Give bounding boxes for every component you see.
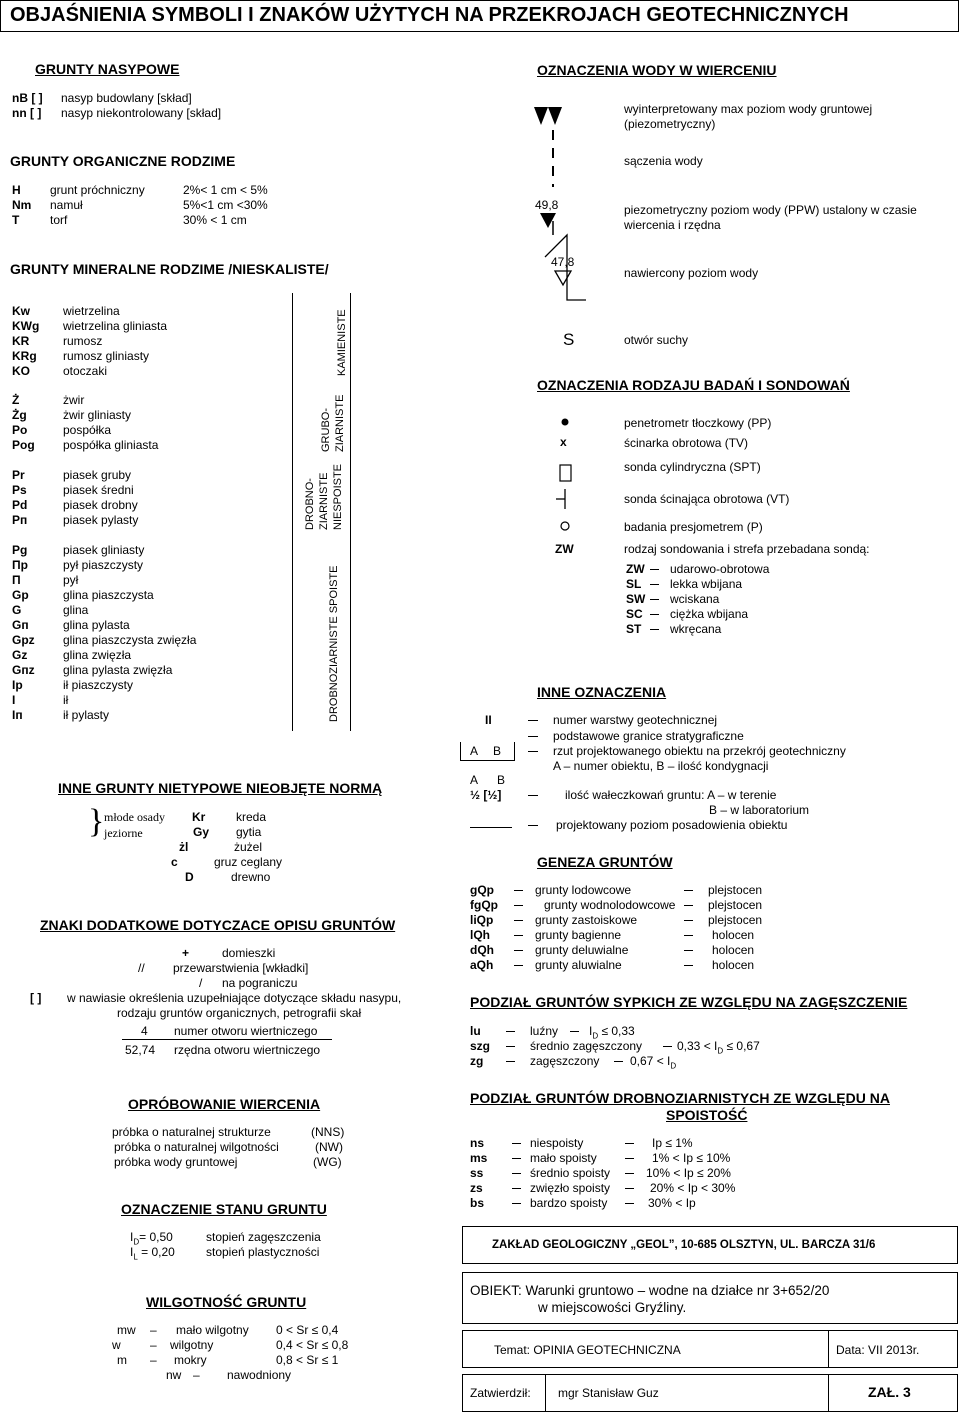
- mineral-desc: wietrzelina gliniasta: [63, 319, 168, 333]
- oprobowanie-desc: próbka o naturalnej wilgotności: [114, 1140, 279, 1154]
- sonda-dash: [650, 584, 659, 585]
- stan-il-value: $I_L = 0,20$: [130, 1245, 175, 1262]
- oprobowanie-code: (NNS): [311, 1125, 345, 1139]
- drobno-dash: [512, 1173, 521, 1174]
- stan-id-desc: stopień zagęszczenia: [206, 1230, 321, 1244]
- woda-desc-1b: (piezometryczny): [624, 117, 716, 131]
- ab-box-left: [460, 742, 461, 760]
- organic-range: 30% < 1 cm: [183, 213, 247, 227]
- inne-grunt-code: c: [171, 855, 178, 869]
- geneza-heading: GENEZA GRUNTÓW: [537, 854, 673, 870]
- badania-p: badania presjometrem (P): [624, 520, 763, 534]
- nasyp-code: nn [ ]: [12, 106, 42, 120]
- inne-grunt-code: Gy: [193, 825, 210, 839]
- geneza-dash-2: [684, 950, 693, 951]
- geneza-desc: grunty zastoiskowe: [535, 913, 638, 927]
- badania-zw-symbol: ZW: [555, 542, 574, 556]
- wilgotnosc-range: 0 < Sr ≤ 0,4: [276, 1323, 339, 1337]
- mineral-code: G: [12, 603, 22, 617]
- wilgotnosc-desc: mokry: [174, 1353, 207, 1367]
- woda-level-1: 49,8: [535, 198, 559, 212]
- sonda-desc: wciskana: [670, 592, 720, 606]
- inne-ozn-half-desc2: B – w laboratorium: [709, 803, 810, 817]
- inne-ozn-ab-b: B: [493, 744, 502, 758]
- inne-grunt-desc: żużel: [234, 840, 263, 854]
- wilgotnosc-desc: nawodniony: [227, 1368, 292, 1382]
- mineral-code: Ip: [12, 678, 23, 692]
- drobno-desc: średnio spoisty: [530, 1166, 611, 1180]
- geneza-dash-2: [684, 920, 693, 921]
- woda-heading: OZNACZENIA WODY W WIERCENIU: [537, 62, 777, 78]
- inne-ozn-half-desc: ilość wałeczkowań gruntu: A – w terenie: [565, 788, 777, 802]
- brace-label-1: młode osady: [104, 810, 165, 824]
- wilgotnosc-code: m: [117, 1353, 127, 1367]
- sypkie-dash: [506, 1046, 515, 1047]
- mineral-desc: rumosz gliniasty: [63, 349, 150, 363]
- label-gruboziarniste-1: GRUBO-: [320, 408, 332, 452]
- mineral-code: Pd: [12, 498, 28, 512]
- sonda-code: ST: [626, 622, 642, 636]
- vane-icon: [556, 489, 565, 509]
- znak-slash: /: [199, 976, 203, 990]
- geneza-code: liQp: [470, 913, 494, 927]
- drobno-range: Ip ≤ 1%: [652, 1136, 693, 1150]
- mineral-code: Gz: [12, 648, 28, 662]
- geneza-code: lQh: [470, 928, 490, 942]
- stamp-zatw-label: Zatwierdził:: [470, 1386, 531, 1400]
- sypkie-desc: zagęszczony: [530, 1054, 600, 1068]
- sypkie-code: zg: [470, 1054, 484, 1068]
- mineral-desc: glina pylasta: [63, 618, 130, 632]
- drobno-desc: bardzo spoisty: [530, 1196, 608, 1210]
- pressuremeter-icon: [561, 522, 569, 530]
- mineral-desc: wietrzelina: [63, 304, 120, 318]
- geneza-code: fgQp: [470, 898, 498, 912]
- proj-line: [470, 827, 512, 828]
- organic-desc: grunt próchniczny: [50, 183, 145, 197]
- drobno-dash-2: [625, 1158, 634, 1159]
- mineral-code: Ż: [12, 393, 20, 407]
- inne-grunt-desc: gytia: [236, 825, 262, 839]
- drobno-dash-2: [625, 1173, 634, 1174]
- geneza-dash-2: [684, 905, 693, 906]
- mineral-desc: glina pylasta zwięzła: [63, 663, 173, 677]
- drobno-desc: niespoisty: [530, 1136, 584, 1150]
- geneza-code: gQp: [470, 883, 494, 897]
- brace-label-2: jeziorne: [104, 826, 143, 840]
- mineral-code: KR: [12, 334, 30, 348]
- stamp-zatw-divider-2: [828, 1374, 829, 1411]
- proj-dash: [528, 825, 538, 826]
- badania-tv: ścinarka obrotowa (TV): [624, 436, 749, 450]
- woda-desc-1: wyinterpretowany max poziom wody gruntowej: [624, 102, 873, 116]
- woda-desc-3: piezometryczny poziom wody (PPW) ustalony w czasie: [624, 203, 917, 217]
- stamp-obiekt-1: OBIEKT: Warunki gruntowo – wodne na działce nr 3+652/20: [470, 1283, 830, 1298]
- geneza-dash: [514, 965, 523, 966]
- sypkie-code: szg: [470, 1039, 491, 1053]
- drobno-range: 1% < Ip ≤ 10%: [652, 1151, 731, 1165]
- mineralne-heading: GRUNTY MINERALNE RODZIME /NIESKALISTE/: [10, 261, 329, 277]
- mineral-desc: ił piaszczysty: [63, 678, 134, 692]
- inne-grunt-code: żl: [179, 840, 189, 854]
- geneza-desc: grunty bagienne: [535, 928, 622, 942]
- badania-zw-desc: rodzaj sondowania i strefa przebadana sondą:: [624, 542, 870, 556]
- mineral-code: Po: [12, 423, 28, 437]
- mineral-code: KO: [12, 364, 30, 378]
- mineral-code: Pog: [12, 438, 35, 452]
- geneza-dash: [514, 935, 523, 936]
- woda-desc-3b: wiercenia i rzędna: [624, 218, 721, 232]
- drobno-dash: [512, 1188, 521, 1189]
- drobno-dash: [512, 1203, 521, 1204]
- geneza-dash: [514, 950, 523, 951]
- wilgotnosc-range: 0,8 < Sr ≤ 1: [276, 1353, 339, 1367]
- mineral-code: Пp: [12, 558, 28, 572]
- mineral-desc: glina piaszczysta zwięzła: [63, 633, 197, 647]
- inne-grunt-desc: drewno: [231, 870, 271, 884]
- organic-desc: namuł: [50, 198, 83, 212]
- geneza-age: plejstocen: [708, 883, 763, 897]
- organic-code: Nm: [12, 198, 32, 212]
- inne-grunt-desc: gruz ceglany: [214, 855, 283, 869]
- geneza-desc: grunty aluwialne: [535, 958, 622, 972]
- sypkie-dash: [506, 1031, 515, 1032]
- woda-level-2: 47,8: [551, 255, 575, 269]
- sonda-dash: [650, 629, 659, 630]
- mineral-desc: piasek gruby: [63, 468, 132, 482]
- znaki-heading: ZNAKI DODATKOWE DOTYCZACE OPISU GRUNTÓW: [40, 917, 396, 933]
- geneza-dash: [514, 905, 523, 906]
- mineral-desc: piasek pylasty: [63, 513, 139, 527]
- mineral-desc: glina zwięzła: [63, 648, 132, 662]
- geneza-desc: grunty wodnolodowcowe: [544, 898, 676, 912]
- mineral-desc: ił: [63, 693, 69, 707]
- stamp-zatw-divider-1: [545, 1374, 546, 1411]
- label-spoiste: DROBNOZIARNISTE SPOISTE: [328, 565, 340, 722]
- znak-plus-desc: domieszki: [222, 946, 276, 960]
- organiczne-heading: GRUNTY ORGANICZNE RODZIME: [10, 153, 236, 169]
- wilgotnosc-desc: wilgotny: [170, 1338, 214, 1352]
- sonda-dash: [650, 614, 659, 615]
- wilgotnosc-dash: –: [150, 1338, 157, 1352]
- nasypowe-heading: GRUNTY NASYPOWE: [35, 61, 180, 77]
- stamp-company: ZAKŁAD GEOLOGICZNY „GEOL”, 10-685 OLSZTYN, UL. BARCZA 31/6: [492, 1239, 876, 1251]
- geneza-desc: grunty deluwialne: [535, 943, 629, 957]
- geneza-dash: [514, 890, 523, 891]
- stan-il-desc: stopień plastyczności: [206, 1245, 320, 1259]
- mineral-code: Iп: [12, 708, 23, 722]
- rzedna-desc: rzędna otworu wiertniczego: [174, 1043, 321, 1057]
- mineral-desc: piasek drobny: [63, 498, 138, 512]
- organic-code: T: [12, 213, 20, 227]
- inne-ozn-proj-desc: projektowany poziom posadowienia obiektu: [556, 818, 788, 832]
- organic-range: 2%< 1 cm < 5%: [183, 183, 268, 197]
- stamp-zatw-name: mgr Stanisław Guz: [558, 1386, 659, 1400]
- mineral-code: П: [12, 573, 21, 587]
- sonda-code: SW: [626, 592, 646, 606]
- badania-vt: sonda ścinająca obrotowa (VT): [624, 492, 790, 506]
- mineral-code: Kw: [12, 304, 30, 318]
- geneza-dash-2: [684, 965, 693, 966]
- znak-plus: +: [182, 946, 190, 960]
- sypkie-dash-2: [614, 1061, 623, 1062]
- oprobowanie-desc: próbka wody gruntowej: [114, 1155, 238, 1169]
- geneza-dash-2: [684, 935, 693, 936]
- badania-symbols-svg: [550, 410, 580, 535]
- stamp-temat-divider: [828, 1330, 829, 1367]
- geneza-age: plejstocen: [708, 913, 763, 927]
- geneza-age: plejstocen: [708, 898, 763, 912]
- woda-desc-5: otwór suchy: [624, 333, 689, 347]
- stamp-obiekt-box: [462, 1272, 958, 1324]
- znak-slash-desc: na pograniczu: [222, 976, 298, 990]
- drobno-code: ss: [470, 1166, 484, 1180]
- sonda-code: SC: [626, 607, 643, 621]
- wilgotnosc-code: mw: [117, 1323, 136, 1337]
- stamp-obiekt-2: w miejscowości Gryźliny.: [538, 1300, 687, 1315]
- sonda-desc: ciężka wbijana: [670, 607, 749, 621]
- mineral-code: KRg: [12, 349, 37, 363]
- drobno-code: ns: [470, 1136, 485, 1150]
- sypkie-heading: PODZIAŁ GRUNTÓW SYPKICH ZE WZGLĘDU NA ZAGĘSZCZENIE: [470, 994, 908, 1010]
- nasyp-code: nB [ ]: [12, 91, 43, 105]
- mineral-desc: pył piaszczysty: [63, 558, 144, 572]
- inne-ozn-ab-desc2: A – numer obiektu, B – ilość kondygnacji: [553, 759, 769, 773]
- znak-slashes-desc: przewarstwienia [wkładki]: [173, 961, 309, 975]
- inne-ozn-ab-desc: rzut projektowanego obiektu na przekrój geotechniczny: [553, 744, 846, 758]
- mineral-desc: piasek gliniasty: [63, 543, 145, 557]
- sypkie-dash-2: [570, 1031, 579, 1032]
- inne-ozn-granice: podstawowe granice stratygraficzne: [553, 729, 744, 743]
- mineral-desc: otoczaki: [63, 364, 108, 378]
- spt-icon: [560, 465, 571, 481]
- label-drobnoziarniste-2: ZIARNISTE: [318, 472, 330, 530]
- drilled-level-icon: [555, 271, 571, 285]
- sypkie-range: $0,67 < I_D$: [630, 1054, 677, 1071]
- mineral-code: KWg: [12, 319, 40, 333]
- drobno-heading-2: SPOISTOŚĆ: [666, 1107, 748, 1123]
- sonda-code: ZW: [626, 562, 645, 576]
- inne-ozn-ii: II: [485, 713, 492, 727]
- mineralne-divider-2: [350, 293, 351, 731]
- mineral-code: Gпz: [12, 663, 35, 677]
- mineral-code: Ps: [12, 483, 27, 497]
- znak-bracket: [ ]: [30, 991, 42, 1005]
- geneza-code: dQh: [470, 943, 494, 957]
- woda-desc-4: nawiercony poziom wody: [624, 266, 759, 280]
- woda-desc-2: sączenia wody: [624, 154, 703, 168]
- wilgotnosc-code: w: [112, 1338, 121, 1352]
- drobno-code: ms: [470, 1151, 488, 1165]
- stamp-zal: ZAŁ. 3: [868, 1384, 911, 1400]
- geneza-age: holocen: [712, 928, 755, 942]
- sypkie-desc: średnio zagęszczony: [530, 1039, 643, 1053]
- mineral-code: Gpz: [12, 633, 35, 647]
- inne-ozn-half: ½ [½]: [470, 788, 502, 802]
- geneza-age: holocen: [712, 958, 755, 972]
- otwor-number: 4: [141, 1024, 148, 1038]
- wilgotnosc-dash: –: [193, 1368, 200, 1382]
- inne-ozn-heading: INNE OZNACZENIA: [537, 684, 667, 700]
- badania-pp: penetrometr tłoczkowy (PP): [624, 416, 772, 430]
- organic-desc: torf: [50, 213, 68, 227]
- wilgotnosc-dash: –: [150, 1353, 157, 1367]
- drobno-dash-2: [625, 1188, 634, 1189]
- organic-code: H: [12, 183, 21, 197]
- sypkie-range: $I_D \le 0,33$: [589, 1024, 635, 1041]
- stamp-data: Data: VII 2013r.: [836, 1343, 920, 1357]
- nasyp-desc: nasyp niekontrolowany [skład]: [61, 106, 222, 120]
- inne-ozn-ab2-a: A: [470, 773, 479, 787]
- znak-bracket-desc-2: rodzaju gruntów organicznych, petrografii skał: [117, 1006, 362, 1020]
- inne-grunt-code: D: [185, 870, 194, 884]
- drobno-heading-1: PODZIAŁ GRUNTÓW DROBNOZIARNISTYCH ZE WZGLĘDU NA: [470, 1090, 890, 1106]
- inne-grunty-heading: INNE GRUNTY NIETYPOWE NIEOBJĘTE NORMĄ: [58, 780, 383, 796]
- geneza-dash-2: [684, 890, 693, 891]
- znak-bracket-desc-1: w nawiasie określenia uzupełniające dotyczące składu nasypu,: [67, 991, 402, 1005]
- stamp-temat: Temat: OPINIA GEOTECHNICZNA: [494, 1343, 681, 1357]
- ab-box-bottom: [460, 760, 515, 761]
- mineral-desc: pospółka gliniasta: [63, 438, 159, 452]
- dry-hole-symbol: S: [563, 330, 575, 349]
- mineral-code: Pп: [12, 513, 28, 527]
- sonda-dash: [650, 599, 659, 600]
- inne-ozn-ab2-b: B: [497, 773, 506, 787]
- wilgotnosc-desc: mało wilgotny: [176, 1323, 249, 1337]
- stan-heading: OZNACZENIE STANU GRUNTU: [121, 1201, 327, 1217]
- wilgotnosc-code: nw: [166, 1368, 182, 1382]
- page-title: OBJAŚNIENIA SYMBOLI I ZNAKÓW UŻYTYCH NA PRZEKROJACH GEOTECHNICZNYCH: [10, 4, 849, 26]
- inne-grunt-desc: kreda: [236, 810, 267, 824]
- mineral-code: I: [12, 693, 16, 707]
- otwor-desc: numer otworu wiertniczego: [174, 1024, 318, 1038]
- drobno-dash: [512, 1143, 521, 1144]
- oprobowanie-code: (WG): [313, 1155, 342, 1169]
- mineral-code: Żg: [12, 408, 27, 422]
- sypkie-dash-2: [663, 1046, 672, 1047]
- inne-grunt-code: Kr: [192, 810, 206, 824]
- mineral-desc: glina: [63, 603, 89, 617]
- ii-dash: [528, 720, 538, 721]
- oprobowanie-heading: OPRÓBOWANIE WIERCENIA: [128, 1096, 321, 1112]
- inne-ozn-ab-a: A: [470, 744, 479, 758]
- mineral-desc: piasek średni: [63, 483, 134, 497]
- sypkie-desc: luźny: [530, 1024, 559, 1038]
- geneza-code: aQh: [470, 958, 494, 972]
- rzedna-number: 52,74: [125, 1043, 156, 1057]
- drobno-dash-2: [625, 1143, 634, 1144]
- drobno-dash-2: [625, 1203, 634, 1204]
- brace-icon: }: [88, 803, 105, 840]
- inne-ozn-ii-desc: numer warstwy geotechnicznej: [553, 713, 718, 727]
- shear-vane-x-icon: x: [560, 435, 567, 449]
- badania-spt: sonda cylindryczna (SPT): [624, 460, 761, 474]
- geneza-age: holocen: [712, 943, 755, 957]
- wilgotnosc-range: 0,4 < Sr ≤ 0,8: [276, 1338, 349, 1352]
- drobno-code: bs: [470, 1196, 485, 1210]
- label-gruboziarniste-2: ZIARNISTE: [334, 394, 346, 452]
- mineral-desc: rumosz: [63, 334, 103, 348]
- ab-box-right: [514, 742, 515, 760]
- sonda-desc: lekka wbijana: [670, 577, 743, 591]
- drobno-range: 20% < Ip < 30%: [650, 1181, 736, 1195]
- sonda-dash: [650, 569, 659, 570]
- drobno-desc: mało spoisty: [530, 1151, 597, 1165]
- geneza-dash: [514, 920, 523, 921]
- label-drobnoziarniste-1: DROBNO-: [304, 478, 316, 530]
- mineral-desc: żwir: [63, 393, 85, 407]
- penetrometer-icon: [562, 419, 569, 426]
- mineralne-divider: [292, 293, 293, 731]
- sypkie-code: lu: [470, 1024, 481, 1038]
- drobno-range: 30% < Ip: [648, 1196, 696, 1210]
- geneza-desc: grunty lodowcowe: [535, 883, 632, 897]
- sonda-desc: udarowo-obrotowa: [670, 562, 770, 576]
- wilgotnosc-heading: WILGOTNOŚĆ GRUNTU: [146, 1294, 307, 1310]
- mineral-code: Pr: [12, 468, 25, 482]
- znak-slashes: //: [138, 961, 145, 975]
- mineral-code: Gп: [12, 618, 29, 632]
- drobno-range: 10% < Ip ≤ 20%: [646, 1166, 731, 1180]
- mineral-desc: ił pylasty: [63, 708, 110, 722]
- badania-heading: OZNACZENIA RODZAJU BADAŃ I SONDOWAŃ: [537, 377, 850, 393]
- drobno-code: zs: [470, 1181, 483, 1195]
- oprobowanie-desc: próbka o naturalnej strukturze: [112, 1125, 271, 1139]
- label-drobnoziarniste-3: NIESPOISTE: [332, 463, 344, 530]
- mineral-desc: żwir gliniasty: [63, 408, 132, 422]
- mineral-code: Gp: [12, 588, 29, 602]
- drobno-dash: [512, 1158, 521, 1159]
- mineral-desc: pospółka: [63, 423, 112, 437]
- max-water-level-icon: [534, 107, 562, 125]
- otwor-line: [122, 1039, 332, 1040]
- sonda-code: SL: [626, 577, 642, 591]
- mineral-desc: pył: [63, 573, 79, 587]
- nasyp-desc: nasyp budowlany [skład]: [61, 91, 192, 105]
- organic-range: 5%<1 cm <30%: [183, 198, 268, 212]
- oprobowanie-code: (NW): [315, 1140, 343, 1154]
- sonda-desc: wkręcana: [670, 622, 722, 636]
- stan-id-value: $I_D= 0,50$: [130, 1230, 173, 1247]
- granice-line: [528, 736, 538, 737]
- ab-dash: [528, 751, 538, 752]
- wilgotnosc-dash: –: [150, 1323, 157, 1337]
- label-kamieniste: KAMIENISTE: [336, 309, 348, 376]
- mineral-desc: glina piaszczysta: [63, 588, 154, 602]
- drobno-desc: zwięzło spoisty: [530, 1181, 611, 1195]
- mineral-code: Pg: [12, 543, 28, 557]
- sypkie-dash: [506, 1061, 515, 1062]
- sypkie-range: $0,33 < I_D \le 0,67$: [677, 1039, 760, 1056]
- half-dash: [528, 795, 538, 796]
